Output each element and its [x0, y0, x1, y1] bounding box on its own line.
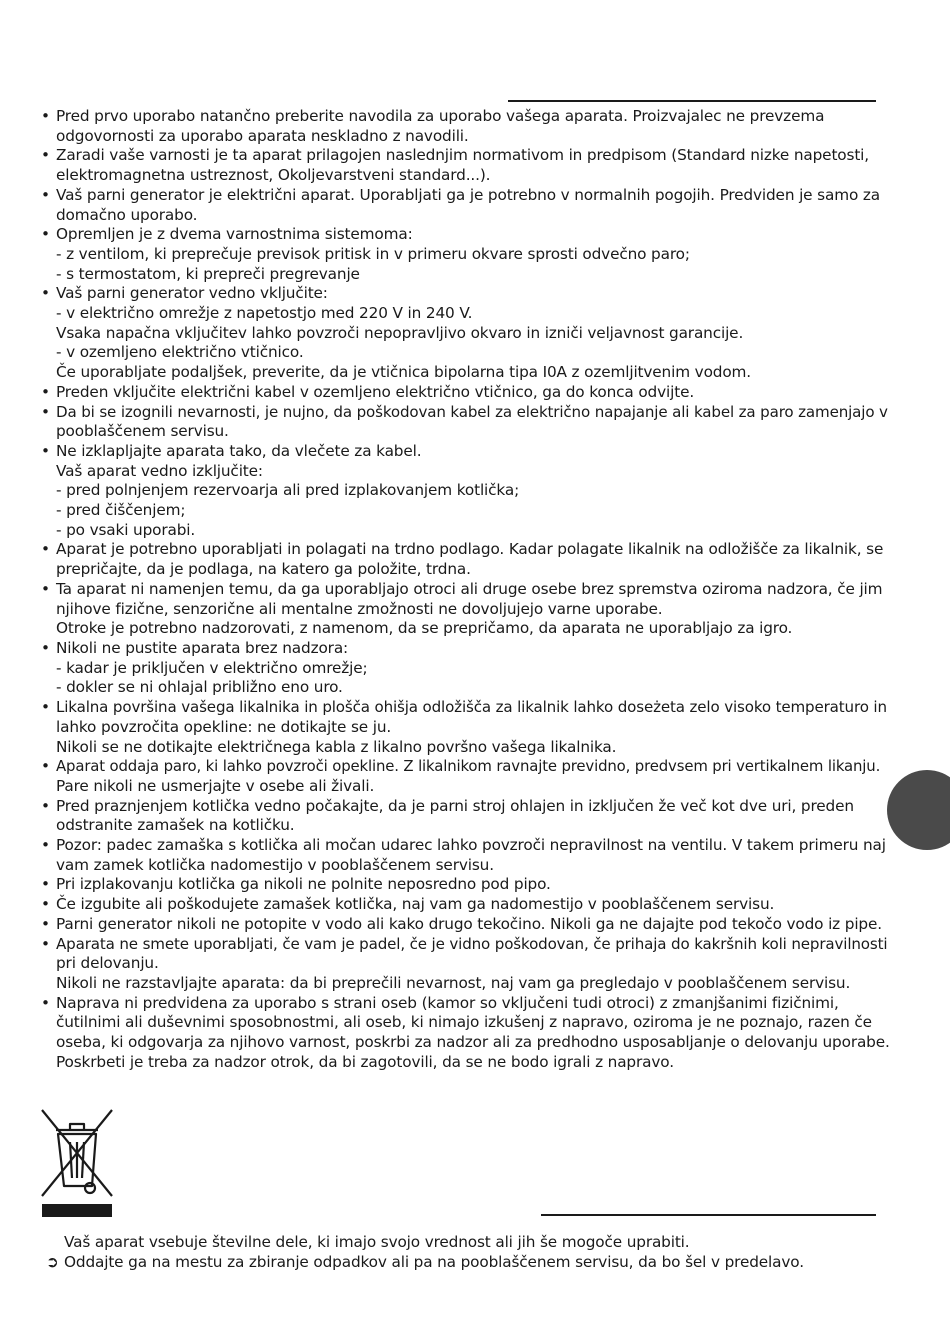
- list-item-line: vam zamek kotlička nadomestijo v pooblaščenem servisu.: [56, 855, 494, 874]
- recycling-line-1: Vaš aparat vsebuje številne dele, ki imajo svojo vrednost ali jih še mogoče uprabiti.: [64, 1233, 690, 1251]
- bullet-icon: •: [41, 638, 50, 657]
- list-item: [40, 442, 890, 541]
- header-rule-bottom: [541, 1214, 876, 1216]
- recycling-line-2: ➲ Oddajte ga na mestu za zbiranje odpadkov ali pa na pooblaščenem servisu, da bo šel v predelavo.: [46, 1252, 804, 1271]
- header-rule-top: [508, 100, 876, 102]
- list-item-line: Otroke je potrebno nadzorovati, z namenom, da se prepričamo, da aparata ne uporabljajo za igro.: [56, 619, 793, 638]
- list-item-line: Aparat je potrebno uporabljati in polagati na trdno podlago. Kadar polagate likalnik na odložišče za likalnik, se: [56, 540, 884, 559]
- list-item: [40, 146, 890, 185]
- list-item-line: odgovornosti za uporabo aparata neskladno z navodili.: [56, 126, 469, 145]
- bullet-icon: •: [41, 382, 50, 401]
- list-item-line: Nikoli se ne dotikajte električnega kabla z likalno površno vašega likalnika.: [56, 737, 617, 756]
- list-item-line: Če izgubite ali poškodujete zamašek kotlička, naj vam ga nadomestijo v pooblaščenem servisu.: [56, 895, 775, 914]
- bullet-icon: •: [41, 914, 50, 933]
- language-section-tab: [887, 770, 950, 850]
- list-item-line: Pri izplakovanju kotlička ga nikoli ne polnite neposredno pod pipo.: [56, 875, 551, 894]
- safety-instructions-list: [40, 107, 890, 1072]
- list-item-line: Opremljen je z dvema varnostnima sistemoma:: [56, 225, 413, 244]
- list-item-line: Ta aparat ni namenjen temu, da ga uporabljajo otroci ali druge osebe brez spremstva oziroma nadzora, če jim: [56, 579, 883, 598]
- list-item-line: Da bi se izognili nevarnosti, je nujno, da poškodovan kabel za električno napajanje ali kabel za paro zamenjajo v: [56, 402, 888, 421]
- list-item-line: njihove fizične, senzorične ali mentalne zmožnosti ne dovoljujejo varne uporabe.: [56, 599, 663, 618]
- list-item: [40, 935, 890, 994]
- list-item-line: Vaš parni generator vedno vključite:: [56, 284, 328, 303]
- list-item-line: Zaradi vaše varnosti je ta aparat prilagojen naslednjim normativom in predpisom (Standard nizke napetosti,: [56, 146, 869, 165]
- list-item-line: Pozor: padec zamaška s kotlička ali močan udarec lahko povzroči nepravilnost na ventilu. V takem primeru naj: [56, 836, 886, 855]
- arrow-icon: ➲: [46, 1252, 59, 1271]
- list-item: [40, 540, 890, 579]
- list-item-line: - dokler se ni ohlajal približno eno uro.: [56, 678, 343, 697]
- list-item-line: Preden vključite električni kabel v ozemljeno električno vtičnico, ga do konca odvijte.: [56, 382, 695, 401]
- bullet-icon: •: [41, 934, 50, 953]
- list-item-line: - pred polnjenjem rezervoarja ali pred izplakovanjem kotlička;: [56, 481, 520, 500]
- list-item-line: - po vsaki uporabi.: [56, 520, 196, 539]
- list-item-line: - v ozemljeno električno vtičnico.: [56, 343, 304, 362]
- bullet-icon: •: [41, 146, 50, 165]
- recycling-section: [46, 1233, 886, 1272]
- bullet-icon: •: [41, 895, 50, 914]
- bullet-icon: •: [41, 836, 50, 855]
- list-item: [40, 225, 890, 284]
- list-item: [40, 698, 890, 757]
- list-item-line: Vsaka napačna vključitev lahko povzroči nepopravljivo okvaro in izniči veljavnost garancije.: [56, 323, 744, 342]
- bullet-icon: •: [41, 757, 50, 776]
- list-item: [40, 186, 890, 225]
- bullet-icon: •: [41, 540, 50, 559]
- list-item-line: elektromagnetna ustreznost, Okoljevarstveni standard...).: [56, 166, 491, 185]
- list-item: [40, 580, 890, 639]
- bullet-icon: •: [41, 441, 50, 460]
- list-item-line: oseba, ki odgovarja za njihovo varnost, poskrbi za nadzor ali za predhodno usposabljanje o delovanju uporabe.: [56, 1033, 890, 1052]
- list-item: [40, 797, 890, 836]
- bullet-icon: •: [41, 698, 50, 717]
- bullet-icon: •: [41, 579, 50, 598]
- list-item-line: - kadar je priključen v električno omrežje;: [56, 658, 368, 677]
- list-item-line: Vaš parni generator je električni aparat. Uporabljati ga je potrebno v normalnih pogojih. Predviden je samo za: [56, 185, 880, 204]
- list-item: [40, 639, 890, 698]
- list-item-line: prepričajte, da je podlaga, na katero ga položite, trdna.: [56, 560, 471, 579]
- bullet-icon: •: [41, 875, 50, 894]
- list-item-line: - v električno omrežje z napetostjo med 220 V in 240 V.: [56, 304, 473, 323]
- bullet-icon: •: [41, 185, 50, 204]
- list-item-line: Aparata ne smete uporabljati, če vam je padel, če je vidno poškodovan, če prihaja do kakršnih koli nepravilnosti: [56, 934, 888, 953]
- list-item-line: Vaš aparat vedno izključite:: [56, 461, 263, 480]
- list-item: [40, 107, 890, 146]
- list-item-line: pooblaščenem servisu.: [56, 422, 229, 441]
- list-item-line: Nikoli ne pustite aparata brez nadzora:: [56, 638, 349, 657]
- list-item-line: Če uporabljate podaljšek, preverite, da je vtičnica bipolarna tipa I0A z ozemljitvenim vodom.: [56, 363, 752, 382]
- list-item-line: odstranite zamašek na kotličku.: [56, 816, 295, 835]
- list-item-line: Likalna površina vašega likalnika in plošča ohišja odložišča za likalnik lahko doseżeta zelo visoko temperaturo in: [56, 698, 887, 717]
- list-item: [40, 284, 890, 383]
- bullet-icon: •: [41, 107, 50, 125]
- list-item: [40, 895, 890, 915]
- list-item-line: Naprava ni predvidena za uporabo s strani oseb (kamor so vključeni tudi otroci) z zmanjšanimi fizičnimi,: [56, 993, 839, 1012]
- list-item-line: - z ventilom, ki preprečuje previsok pritisk in v primeru okvare sprosti odvečno paro;: [56, 244, 690, 263]
- list-item-line: Pred praznjenjem kotlička vedno počakajte, da je parni stroj ohlajen in izključen že več kot dve uri, preden: [56, 796, 854, 815]
- list-item: [40, 836, 890, 875]
- list-item-line: Poskrbeti je treba za nadzor otrok, da bi zagotovili, da se ne bodo igrali z napravo.: [56, 1052, 674, 1071]
- list-item: [40, 875, 890, 895]
- list-item-line: Nikoli ne razstavljajte aparata: da bi preprečili nevarnost, naj vam ga pregledajo v pooblaščenem servisu.: [56, 973, 851, 992]
- list-item-line: domačno uporabo.: [56, 205, 198, 224]
- list-item-line: Ne izklapljajte aparata tako, da vlečete za kabel.: [56, 441, 422, 460]
- list-item-line: - s termostatom, ki prepreči pregrevanje: [56, 264, 360, 283]
- list-item-line: lahko povzročita opekline: ne dotikajte se ju.: [56, 717, 392, 736]
- list-item: [40, 757, 890, 796]
- bullet-icon: •: [41, 993, 50, 1012]
- bullet-icon: •: [41, 402, 50, 421]
- list-item-line: Pred prvo uporabo natančno preberite navodila za uporabo vašega aparata. Proizvajalec ne prevzema: [56, 107, 825, 125]
- bullet-icon: •: [41, 796, 50, 815]
- list-item: [40, 994, 890, 1073]
- list-item: [40, 403, 890, 442]
- list-item-line: Pare nikoli ne usmerjajte v osebe ali živali.: [56, 776, 375, 795]
- bullet-icon: •: [41, 284, 50, 303]
- list-item: [40, 915, 890, 935]
- list-item-line: Aparat oddaja paro, ki lahko povzroči opekline. Z likalnikom ravnajte previdno, predvsem pri vertikalnem likanju.: [56, 757, 881, 776]
- list-item-line: - pred čiščenjem;: [56, 501, 186, 520]
- crossed-out-wheelie-bin-icon: [40, 1108, 114, 1218]
- list-item-line: pri delovanju.: [56, 954, 159, 973]
- bullet-icon: •: [41, 225, 50, 244]
- list-item: [40, 383, 890, 403]
- list-item-line: čutilnimi ali duševnimi sposobnostmi, ali oseb, ki nimajo izkušenj z napravo, oziroma je ne poznajo, razen če: [56, 1013, 872, 1032]
- list-item-line: Parni generator nikoli ne potopite v vodo ali kako drugo tekočino. Nikoli ga ne dajajte pod tekočo vodo iz pipe.: [56, 914, 882, 933]
